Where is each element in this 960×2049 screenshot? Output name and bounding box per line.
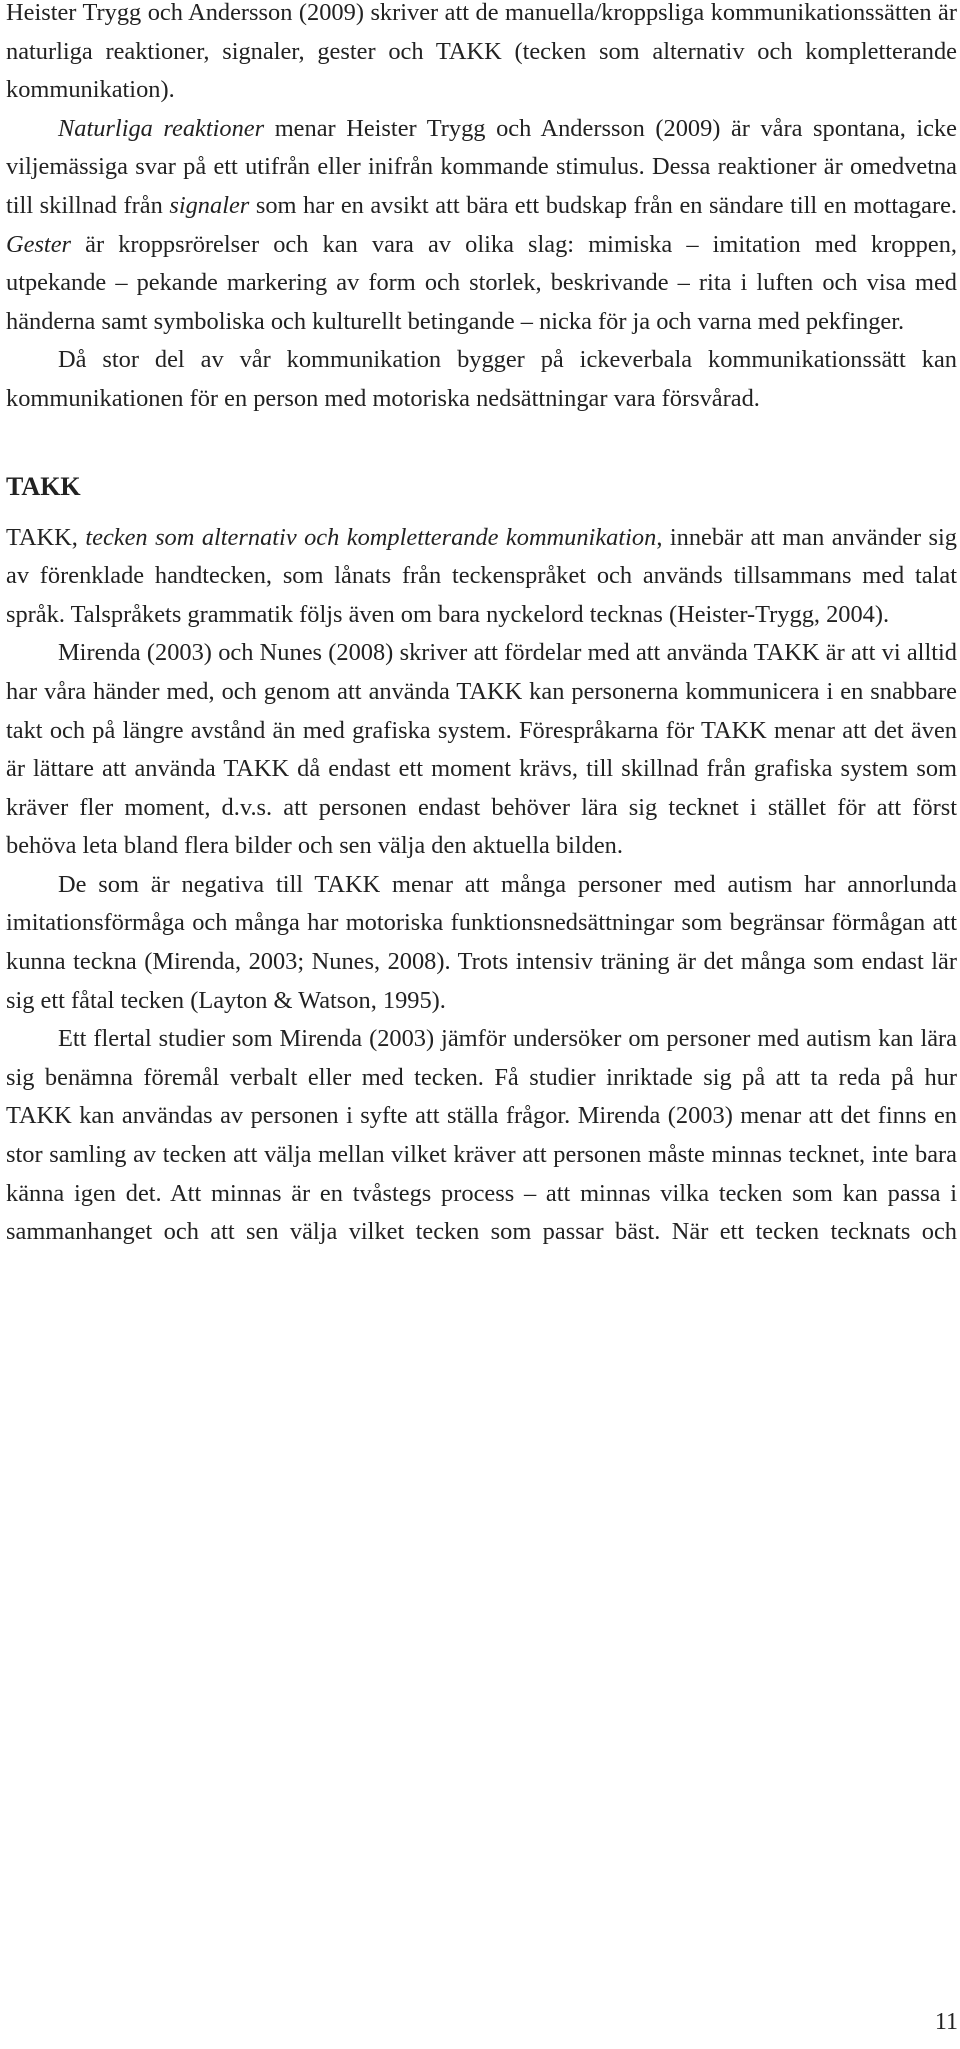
term-signaler: signaler xyxy=(169,191,250,219)
paragraph-definitions xyxy=(6,110,957,342)
paragraph-motor-impairment: Då stor del av vår kommunikation bygger på ickeverbala kommunikationssätt kan kommunikationen för en person med motoriska nedsättningar vara försvårad. xyxy=(6,346,957,412)
paragraph-takk-criticism: De som är negativa till TAKK menar att många personer med autism har annorlunda imitationsförmåga och många har motoriska funktionsnedsättningar som begränsar förmågan att kunna teckna (Mirenda, 2003; Nunes, 2008). Trots intensiv träning är det många som endast lär sig ett fåtal tecken (Layton & Watson, 1995). xyxy=(6,870,957,1014)
paragraph-definitions-text-1: menar Heister Trygg och Andersson (2009) är våra spontana, icke viljemässiga svar på ett utifrån eller inifrån kommande stimulus. Dessa reaktioner är omedvetna till skillnad från xyxy=(6,114,957,219)
paragraph-intro: Heister Trygg och Andersson (2009) skriver att de manuella/kroppsliga kommunikationssätten är naturliga reaktioner, signaler, gester och TAKK (tecken som alternativ och kompletterande kommunikation). xyxy=(6,0,957,104)
paragraph-takk-studies: Ett flertal studier som Mirenda (2003) jämför undersöker om personer med autism kan lära sig benämna föremål verbalt eller med tecken. Få studier inriktade sig på att ta reda på hur TAKK kan användas av personen i syfte att ställa frågor. Mirenda (2003) menar att det finns en stor samling av tecken att välja mellan vilket kräver att personen måste minnas tecknet, inte bara känna igen det. Att minnas är en tvåstegs process – att minnas vilka tecken som kan passa i sammanhanget och att sen välja vilket tecken som passar bäst. När ett tecken tecknats och xyxy=(6,1025,957,1246)
paragraph-definitions-text-3: är kroppsrörelser och kan vara av olika slag: mimiska – imitation med kroppen, utpekande – pekande markering av form och storlek, beskrivande – rita i luften och visa med händerna samt symboliska och kulturellt betingande – nicka för ja och varna med pekfinger. xyxy=(6,230,957,335)
paragraph-takk-text-1: TAKK, xyxy=(6,523,86,551)
paragraph-takk-definition xyxy=(6,519,957,635)
document-page xyxy=(6,0,957,1252)
section-heading-takk: TAKK xyxy=(6,471,81,501)
term-takk-expanded: tecken som alternativ och kompletterande kommunikation xyxy=(85,523,657,551)
page-number: 11 xyxy=(934,2009,958,2035)
paragraph-definitions-text-2: som har en avsikt att bära ett budskap från en sändare till en mottagare. xyxy=(249,191,957,219)
term-naturliga-reaktioner: Naturliga reaktioner xyxy=(58,114,265,142)
term-gester: Gester xyxy=(6,230,72,258)
paragraph-takk-text-2: , innebär att man använder sig av förenklade handtecken, som lånats från teckenspråket och används tillsammans med talat språk. Talspråkets grammatik följs även om bara nyckelord tecknas (Heister-Trygg, 2004). xyxy=(6,523,957,628)
paragraph-takk-advantages: Mirenda (2003) och Nunes (2008) skriver att fördelar med att använda TAKK är att vi alltid har våra händer med, och genom att använda TAKK kan personerna kommunicera i en snabbare takt och på längre avstånd än med grafiska system. Förespråkarna för TAKK menar att det även är lättare att använda TAKK då endast ett moment krävs, till skillnad från grafiska system som kräver fler moment, d.v.s. att personen endast behöver lära sig tecknet i stället för att först behöva leta bland flera bilder och sen välja den aktuella bilden. xyxy=(6,639,957,860)
